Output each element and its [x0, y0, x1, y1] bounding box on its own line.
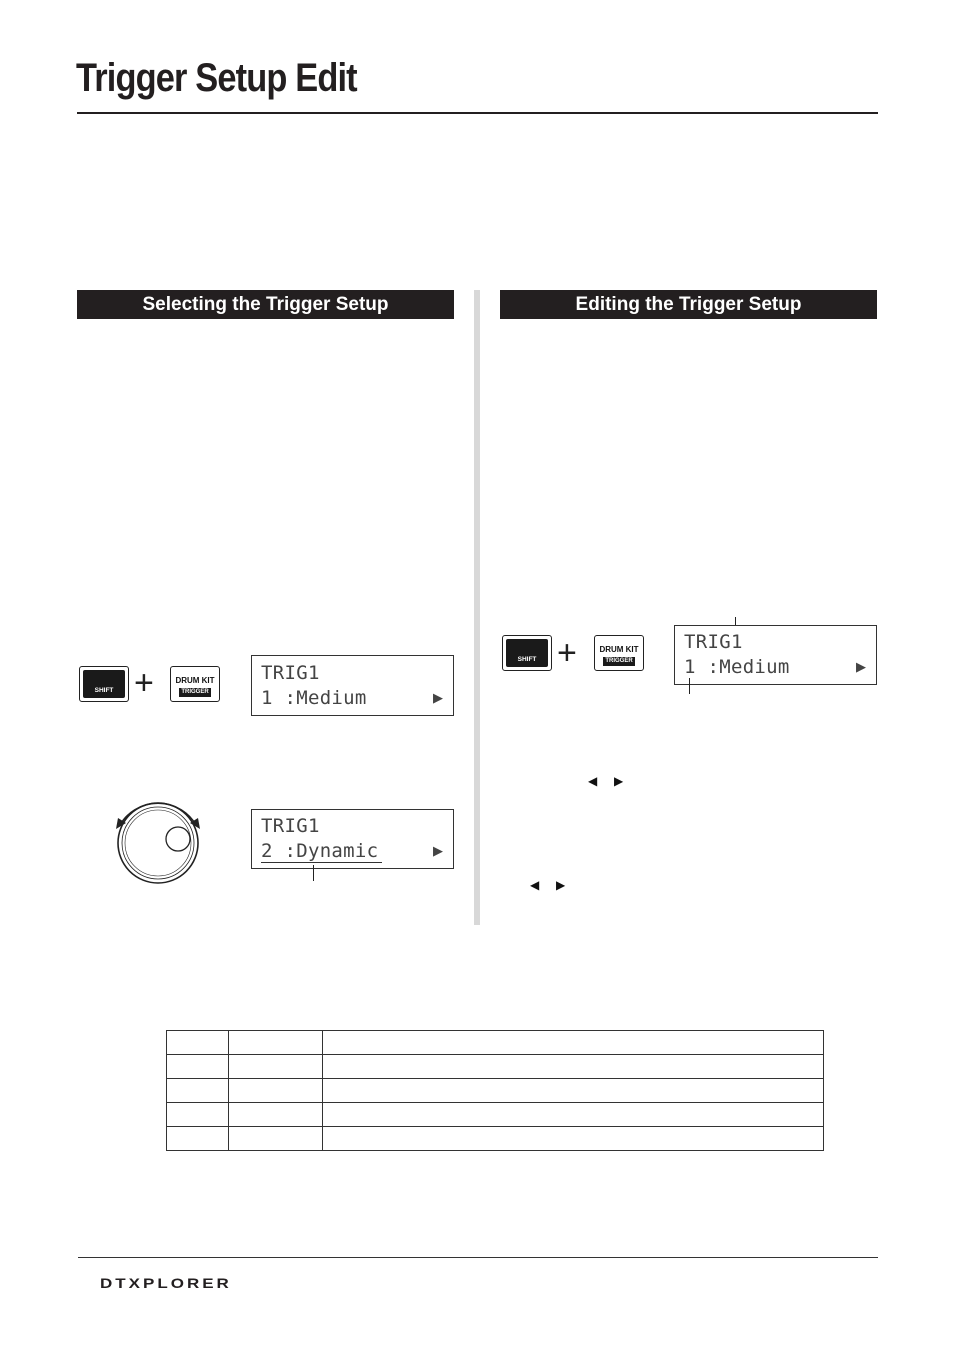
- lcd-display-selected-dynamic: [251, 809, 454, 869]
- plus-icon: +: [134, 664, 154, 702]
- plus-icon: +: [557, 634, 577, 672]
- lcd-line1: TRIG1: [261, 815, 320, 837]
- shift-button[interactable]: [502, 635, 552, 671]
- callout-line: [313, 865, 314, 881]
- right-triangle-icon: ▶: [556, 878, 566, 892]
- lcd-display-editing: [674, 625, 877, 685]
- trigger-label: TRIGGER: [603, 657, 635, 666]
- page-title: Trigger Setup Edit: [76, 56, 357, 100]
- drum-kit-trigger-button[interactable]: [594, 635, 644, 671]
- trigger-label: TRIGGER: [179, 688, 211, 697]
- column-divider: [474, 290, 480, 925]
- lcd-line1: TRIG1: [684, 631, 743, 653]
- drum-kit-trigger-button[interactable]: [170, 666, 220, 702]
- right-arrow-icon: ▶: [856, 659, 866, 674]
- shift-button-label: SHIFT: [94, 687, 114, 694]
- lcd-line1: TRIG1: [261, 662, 320, 684]
- lcd-line2: 1 :Medium: [684, 656, 790, 678]
- title-rule: [77, 112, 878, 114]
- footer-rule: [78, 1257, 878, 1258]
- drum-kit-label: DRUM KIT: [175, 676, 215, 685]
- drum-kit-label: DRUM KIT: [599, 645, 639, 654]
- table-row: [167, 1103, 824, 1127]
- table-row: [167, 1127, 824, 1151]
- right-arrow-icon: ▶: [433, 690, 443, 705]
- right-triangle-icon: ▶: [614, 774, 624, 788]
- shift-button-label: SHIFT: [517, 656, 537, 663]
- lcd-display-selecting: [251, 655, 454, 716]
- settings-table: [166, 1030, 824, 1151]
- shift-button[interactable]: [79, 666, 129, 702]
- right-arrow-icon: ▶: [433, 843, 443, 858]
- table-row: [167, 1079, 824, 1103]
- brand-logo: DTXPLORER: [100, 1276, 232, 1292]
- data-dial-icon: [108, 795, 208, 890]
- callout-line-bottom: [689, 678, 690, 694]
- left-triangle-icon: ◀: [530, 878, 540, 892]
- table-row: [167, 1031, 824, 1055]
- section-heading-selecting: Selecting the Trigger Setup: [77, 290, 454, 319]
- left-triangle-icon: ◀: [588, 774, 598, 788]
- lcd-line2: 1 :Medium: [261, 687, 367, 709]
- table-row: [167, 1055, 824, 1079]
- section-heading-editing: Editing the Trigger Setup: [500, 290, 877, 319]
- lcd-line2-underlined: 2 :Dynamic: [261, 840, 382, 863]
